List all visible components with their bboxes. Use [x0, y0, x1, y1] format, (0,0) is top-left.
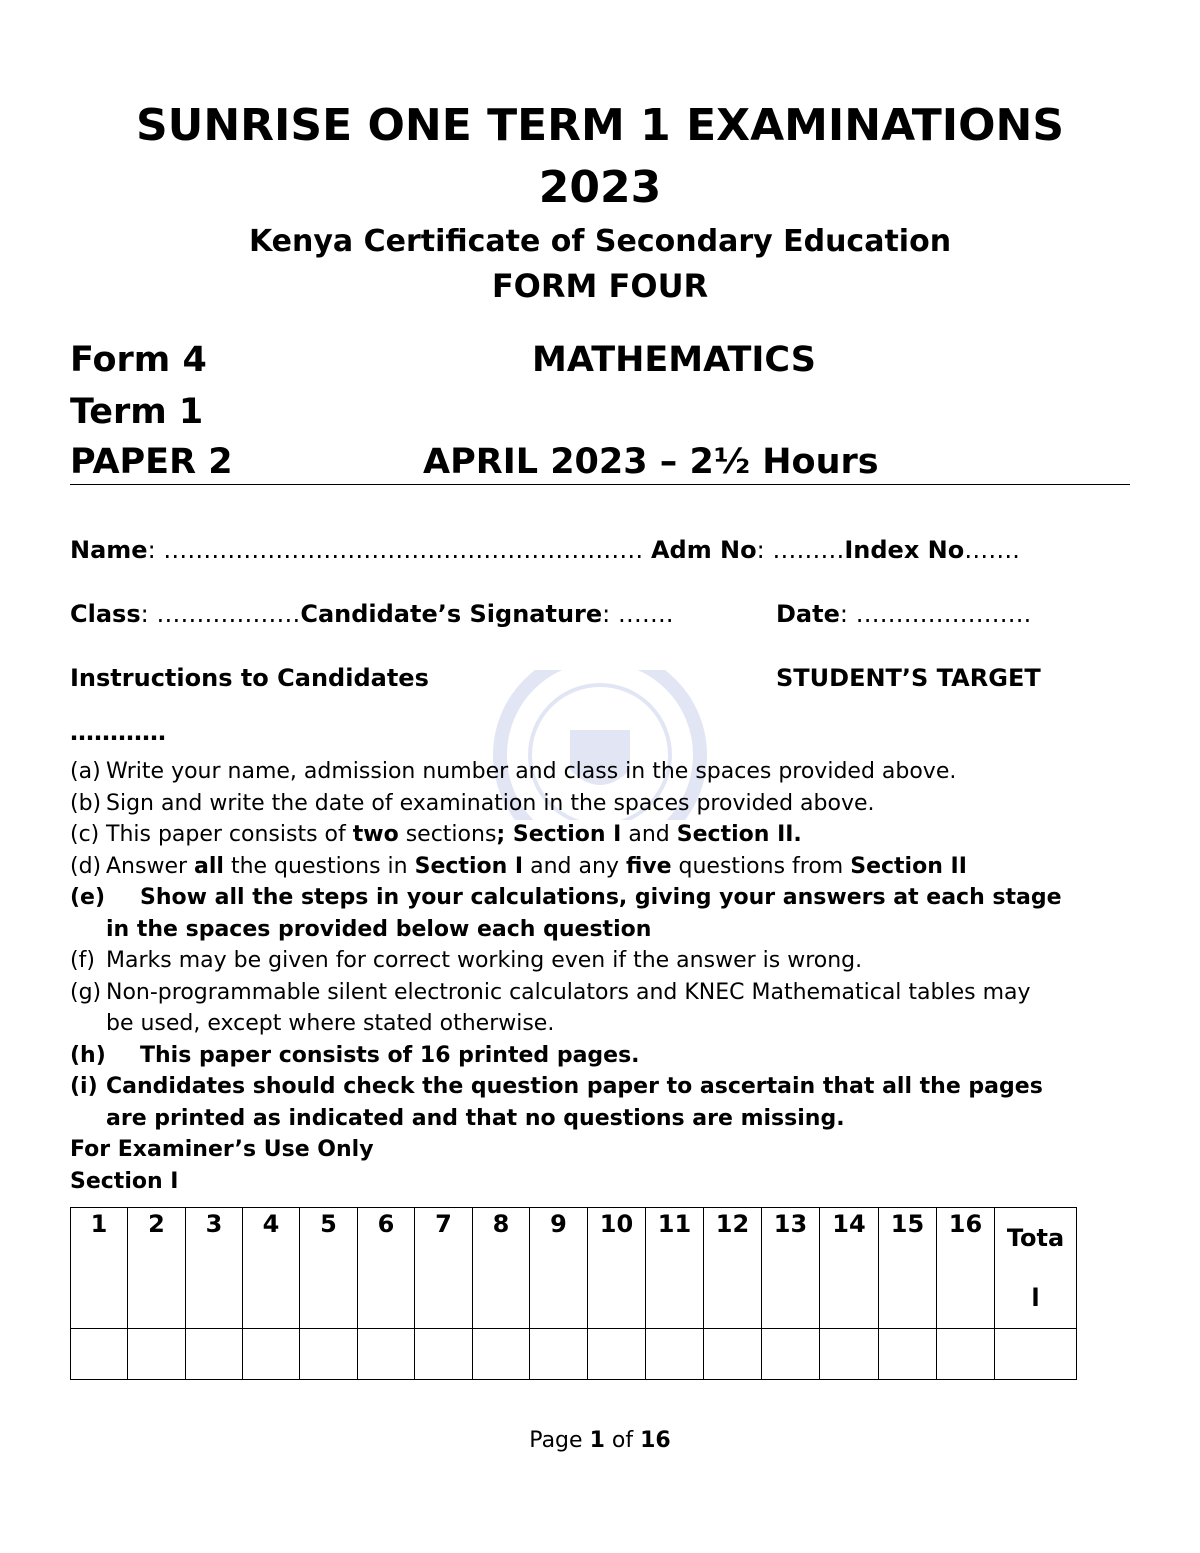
- adm-field[interactable]: : ………: [756, 536, 845, 564]
- score-cell[interactable]: [530, 1329, 588, 1380]
- question-col-16: 16: [937, 1208, 995, 1329]
- date-field[interactable]: : ………………….: [839, 600, 1032, 628]
- question-col-3: 3: [186, 1208, 243, 1329]
- instruction-a: (a) Write your name, admission number and class in the spaces provided above.: [70, 759, 957, 784]
- header-divider: [70, 484, 1130, 485]
- question-col-11: 11: [646, 1208, 704, 1329]
- total-score-cell[interactable]: [995, 1329, 1077, 1380]
- index-field[interactable]: …….: [964, 536, 1020, 564]
- date-label: Date: [776, 600, 840, 628]
- instruction-e-cont: in the spaces provided below each question: [106, 916, 652, 942]
- instruction-i: (i) Candidates should check the question paper to ascertain that all the pages: [70, 1074, 1043, 1099]
- score-cell[interactable]: [879, 1329, 937, 1380]
- instruction-f: (f) Marks may be given for correct working even if the answer is wrong.: [70, 948, 863, 973]
- question-col-8: 8: [473, 1208, 530, 1329]
- class-label: Class: [70, 600, 141, 628]
- index-label: Index No: [844, 536, 965, 564]
- instruction-c: (c) This paper consists of two sections; Section I and Section II.: [70, 822, 802, 847]
- section-label: Section I: [70, 1168, 179, 1194]
- name-row: [70, 534, 1020, 566]
- question-col-1: 1: [71, 1208, 128, 1329]
- instruction-i-cont: are printed as indicated and that no questions are missing.: [106, 1105, 845, 1131]
- instructions-list: [70, 756, 1135, 1197]
- page-number: 1: [589, 1428, 605, 1453]
- instruction-e: (e) Show all the steps in your calculations, giving your answers at each stage: [70, 885, 1062, 910]
- score-cell[interactable]: [300, 1329, 358, 1380]
- examiner-heading: For Examiner’s Use Only: [70, 1137, 374, 1162]
- score-cell[interactable]: [473, 1329, 530, 1380]
- score-cell[interactable]: [128, 1329, 186, 1380]
- question-col-14: 14: [820, 1208, 879, 1329]
- name-field[interactable]: : ……………………………………………………: [147, 536, 644, 564]
- instructions-heading: Instructions to Candidates: [70, 664, 429, 692]
- question-col-10: 10: [588, 1208, 646, 1329]
- total-col: Total: [995, 1208, 1077, 1329]
- score-cell[interactable]: [820, 1329, 879, 1380]
- instruction-g: (g) Non-programmable silent electronic calculators and KNEC Mathematical tables may: [70, 979, 1031, 1005]
- score-cell[interactable]: [588, 1329, 646, 1380]
- question-col-12: 12: [704, 1208, 762, 1329]
- question-col-13: 13: [762, 1208, 820, 1329]
- date-row: [776, 598, 1031, 630]
- question-col-7: 7: [415, 1208, 473, 1329]
- exam-subtitle: Kenya Certificate of Secondary Education: [248, 224, 952, 259]
- score-cell[interactable]: [71, 1329, 128, 1380]
- question-col-5: 5: [300, 1208, 358, 1329]
- term-label: Term 1: [70, 392, 204, 432]
- instruction-b: (b) Sign and write the date of examination in the spaces provided above.: [70, 790, 875, 816]
- instruction-h: (h) This paper consists of 16 printed pages.: [70, 1042, 640, 1068]
- score-cell[interactable]: [937, 1329, 995, 1380]
- question-col-9: 9: [530, 1208, 588, 1329]
- score-cell[interactable]: [704, 1329, 762, 1380]
- exam-title: SUNRISE ONE TERM 1 EXAMINATIONS: [135, 100, 1065, 151]
- form-label: Form 4: [70, 340, 207, 380]
- score-row: [71, 1329, 1077, 1380]
- class-field[interactable]: : ………………: [140, 600, 301, 628]
- adm-label: Adm No: [650, 536, 757, 564]
- date-duration-label: APRIL 2023 – 2½ Hours: [423, 442, 879, 482]
- signature-label: Candidate’s Signature: [300, 600, 603, 628]
- examiner-score-table: [70, 1207, 1077, 1380]
- page-total: 16: [640, 1428, 671, 1453]
- exam-level: FORM FOUR: [491, 267, 709, 305]
- question-col-2: 2: [128, 1208, 186, 1329]
- score-cell[interactable]: [186, 1329, 243, 1380]
- target-dots: …………: [70, 718, 166, 746]
- class-row: [70, 598, 674, 630]
- score-cell[interactable]: [762, 1329, 820, 1380]
- question-col-6: 6: [358, 1208, 415, 1329]
- question-col-15: 15: [879, 1208, 937, 1329]
- score-cell[interactable]: [243, 1329, 300, 1380]
- question-col-4: 4: [243, 1208, 300, 1329]
- paper-label: PAPER 2: [70, 442, 233, 482]
- page-footer: Page 1 of 16: [529, 1428, 671, 1453]
- score-cell[interactable]: [415, 1329, 473, 1380]
- instruction-g-cont: be used, except where stated otherwise.: [106, 1011, 555, 1036]
- signature-field[interactable]: : …….: [602, 600, 674, 628]
- subject-label: MATHEMATICS: [532, 340, 816, 380]
- name-label: Name: [70, 536, 148, 564]
- score-cell[interactable]: [358, 1329, 415, 1380]
- instruction-d: (d) Answer all the questions in Section I and any five questions from Section II: [70, 853, 967, 879]
- exam-year: 2023: [538, 162, 662, 213]
- score-cell[interactable]: [646, 1329, 704, 1380]
- student-target-label: STUDENT’S TARGET: [776, 664, 1041, 692]
- table-header-row: [71, 1208, 1077, 1329]
